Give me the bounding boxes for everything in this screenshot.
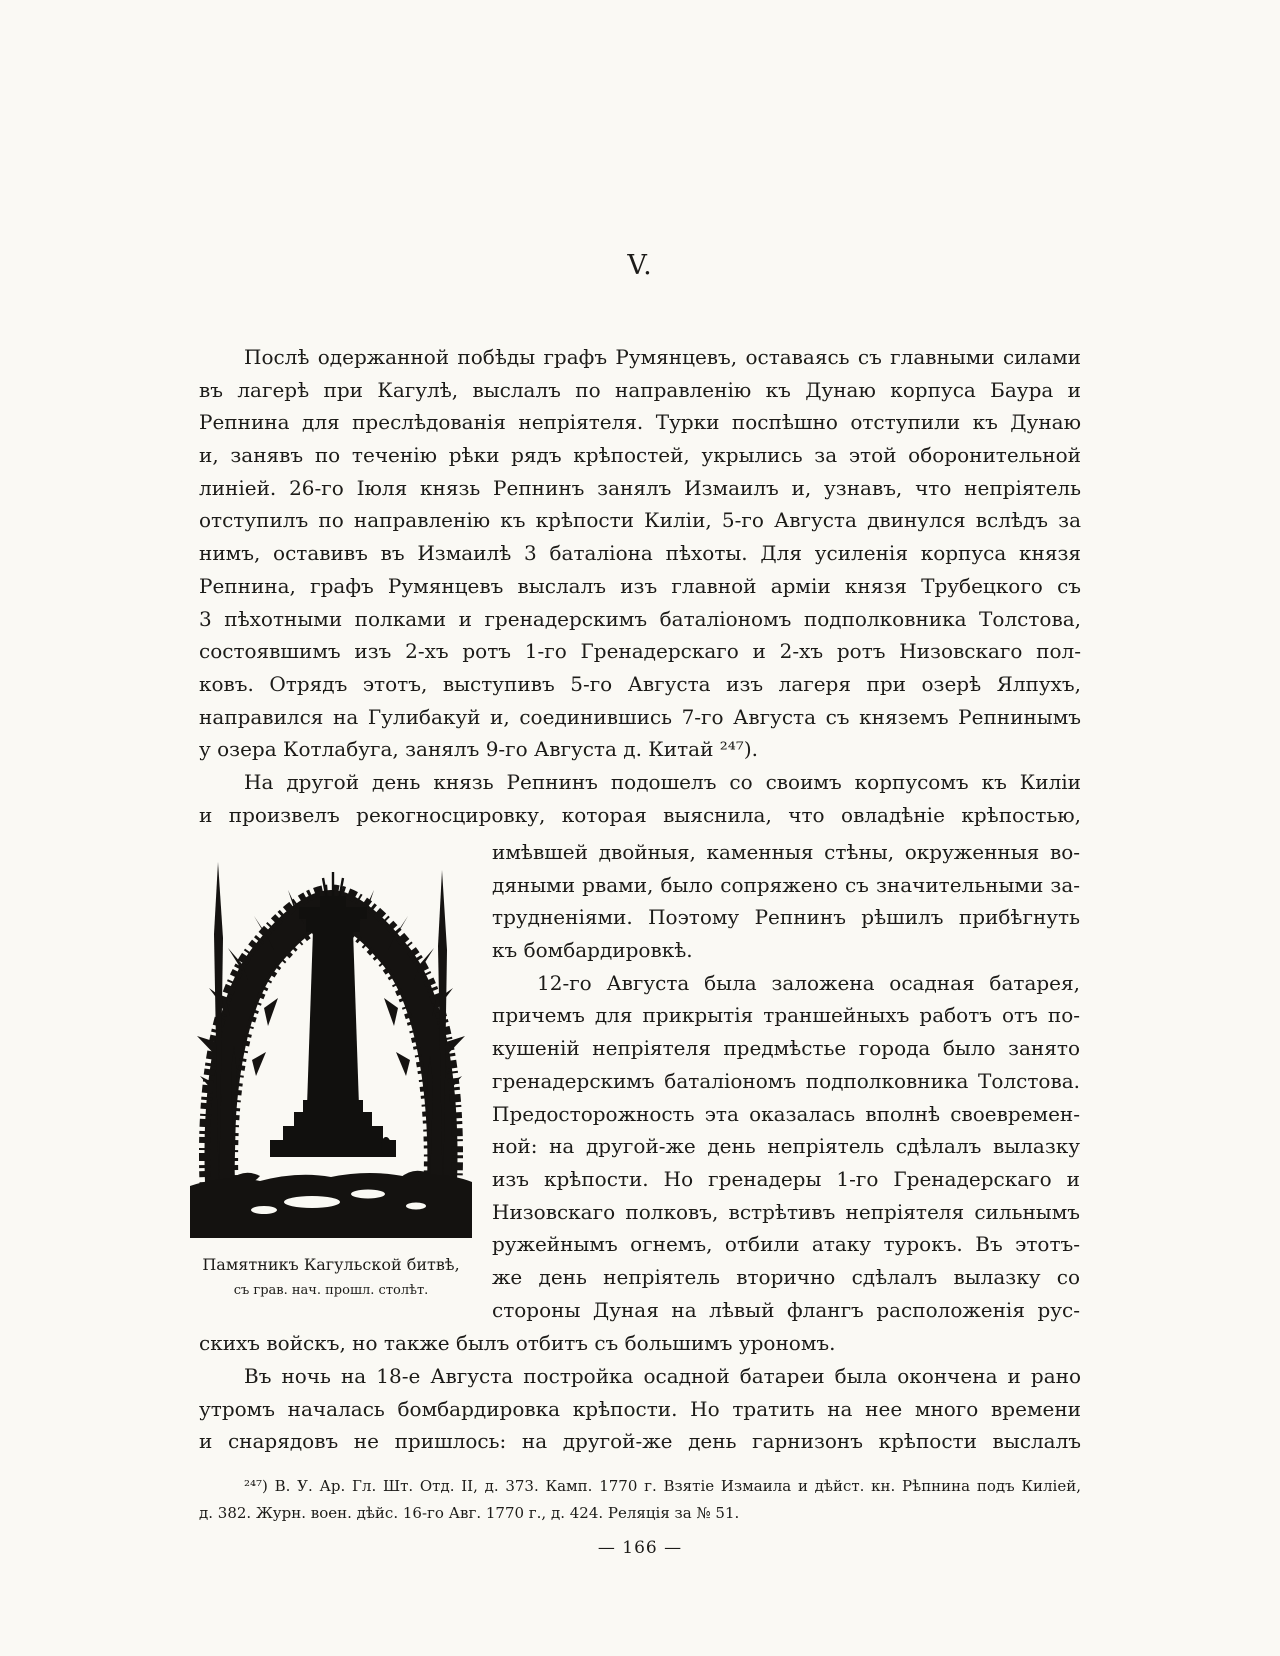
text-line: кушеній непріятеля предмѣстье города было занято xyxy=(492,1036,1080,1061)
monument-engraving-image xyxy=(190,850,472,1238)
monument-illustration-figure xyxy=(190,850,472,1238)
text-line: направился на Гулибакуй и, соединившись 7-го Августа съ княземъ Репнинымъ xyxy=(199,704,1081,729)
text-line: же день непріятель вторично сдѣлалъ вылазку со xyxy=(492,1264,1080,1289)
text-line: имѣвшей двойныя, каменныя стѣны, окруженныя во- xyxy=(492,840,1080,864)
body-paragraph-2-intro xyxy=(199,766,1081,831)
text-line: Репнина, графъ Румянцевъ выслалъ изъ главной арміи князя Трубецкого съ xyxy=(199,573,1081,598)
body-paragraph-1 xyxy=(199,341,1081,766)
text-line: Репнина для преслѣдованія непріятеля. Турки поспѣшно отступили къ Дунаю xyxy=(199,410,1081,435)
text-line: линіей. 26-го Іюля князь Репнинъ занялъ Измаилъ и, узнавъ, что непріятель xyxy=(199,475,1081,500)
foreground-ground xyxy=(190,1171,472,1238)
text-line: и, занявъ по теченію рѣки рядъ крѣпостей, укрылись за этой оборонительной xyxy=(199,443,1081,468)
text-line: ной: на другой-же день непріятель сдѣлалъ вылазку xyxy=(492,1134,1080,1159)
text-line: дяными рвами, было сопряжено съ значительными за- xyxy=(492,872,1080,897)
figure-caption-line1: Памятникъ Кагульской битвѣ, xyxy=(202,1255,460,1274)
text-line: утромъ началась бомбардировка крѣпости. Но тратить на нее много времени xyxy=(199,1396,1081,1421)
text-line: въ лагерѣ при Кагулѣ, выслалъ по направленію къ Дунаю корпуса Баура и xyxy=(199,377,1081,402)
text-line: трудненіями. Поэтому Репнинъ рѣшилъ прибѣгнуть xyxy=(492,905,1080,930)
text-line: отступилъ по направленію къ крѣпости Киліи, 5-го Августа двинулся вслѣдъ за xyxy=(199,508,1081,533)
text-line: у озера Котлабуга, занялъ 9-го Августа д. Китай ²⁴⁷). xyxy=(199,737,758,762)
text-line: 12-го Августа была заложена осадная батарея, xyxy=(537,970,1080,995)
text-line: ковъ. Отрядъ этотъ, выступивъ 5-го Августа изъ лагеря при озерѣ Ялпухъ, xyxy=(199,671,1081,696)
text-line: состоявшимъ изъ 2-хъ ротъ 1-го Гренадерскаго и 2-хъ ротъ Низовскаго пол- xyxy=(199,639,1081,664)
text-line: Послѣ одержанной побѣды графъ Румянцевъ, оставаясь съ главными силами xyxy=(244,345,1081,369)
body-paragraph-4 xyxy=(199,1360,1081,1458)
text-line: На другой день князь Репнинъ подошелъ со своимъ корпусомъ къ Киліи xyxy=(244,770,1081,794)
text-line: гренадерскимъ баталіономъ подполковника Толстова. xyxy=(492,1068,1080,1093)
text-line: Въ ночь на 18-е Августа постройка осадной батареи была окончена и рано xyxy=(244,1364,1081,1388)
text-line: и произвелъ рекогносцировку, которая выяснила, что овладѣніе крѣпостью, xyxy=(199,802,1081,827)
text-line: Предосторожность эта оказалась вполнѣ своевремен- xyxy=(492,1101,1080,1126)
text-line: стороны Дуная на лѣвый флангъ расположенія рус- xyxy=(492,1297,1080,1322)
text-line: ²⁴⁷) В. У. Ар. Гл. Шт. Отд. II, д. 373. Камп. 1770 г. Взятіе Измаила и дѣйст. кн. Рѣпнина подъ Киліей, xyxy=(244,1477,1081,1495)
figure-caption-line2: съ грав. нач. прошл. столѣт. xyxy=(233,1283,429,1298)
body-paragraph-wrapped-column xyxy=(492,836,1080,1326)
body-paragraph-3-continuation xyxy=(199,1327,1081,1360)
text-line: 3 пѣхотными полками и гренадерскимъ баталіономъ подполковника Толстова, xyxy=(199,606,1081,631)
text-line: Низовскаго полковъ, встрѣтивъ непріятеля сильнымъ xyxy=(492,1199,1080,1224)
text-line: скихъ войскъ, но также былъ отбитъ съ большимъ урономъ. xyxy=(199,1331,836,1355)
text-line: ружейнымъ огнемъ, отбили атаку турокъ. Въ этотъ- xyxy=(492,1232,1080,1257)
text-line: д. 382. Журн. воен. дѣйс. 16-го Авг. 1770 г., д. 424. Реляція за № 51. xyxy=(199,1504,740,1522)
text-line: нимъ, оставивъ въ Измаилѣ 3 баталіона пѣхоты. Для усиленія корпуса князя xyxy=(199,541,1081,566)
page-number: — 166 — xyxy=(597,1538,683,1558)
text-line: къ бомбардировкѣ. xyxy=(492,938,693,963)
footnote xyxy=(199,1473,1081,1527)
chapter-heading: V. xyxy=(627,250,653,281)
text-line: причемъ для прикрытія траншейныхъ работъ отъ по- xyxy=(492,1003,1080,1028)
text-line: изъ крѣпости. Но гренадеры 1-го Гренадерскаго и xyxy=(492,1166,1080,1191)
text-line: и снарядовъ не пришлось: на другой-же день гарнизонъ крѣпости выслалъ xyxy=(199,1429,1081,1454)
